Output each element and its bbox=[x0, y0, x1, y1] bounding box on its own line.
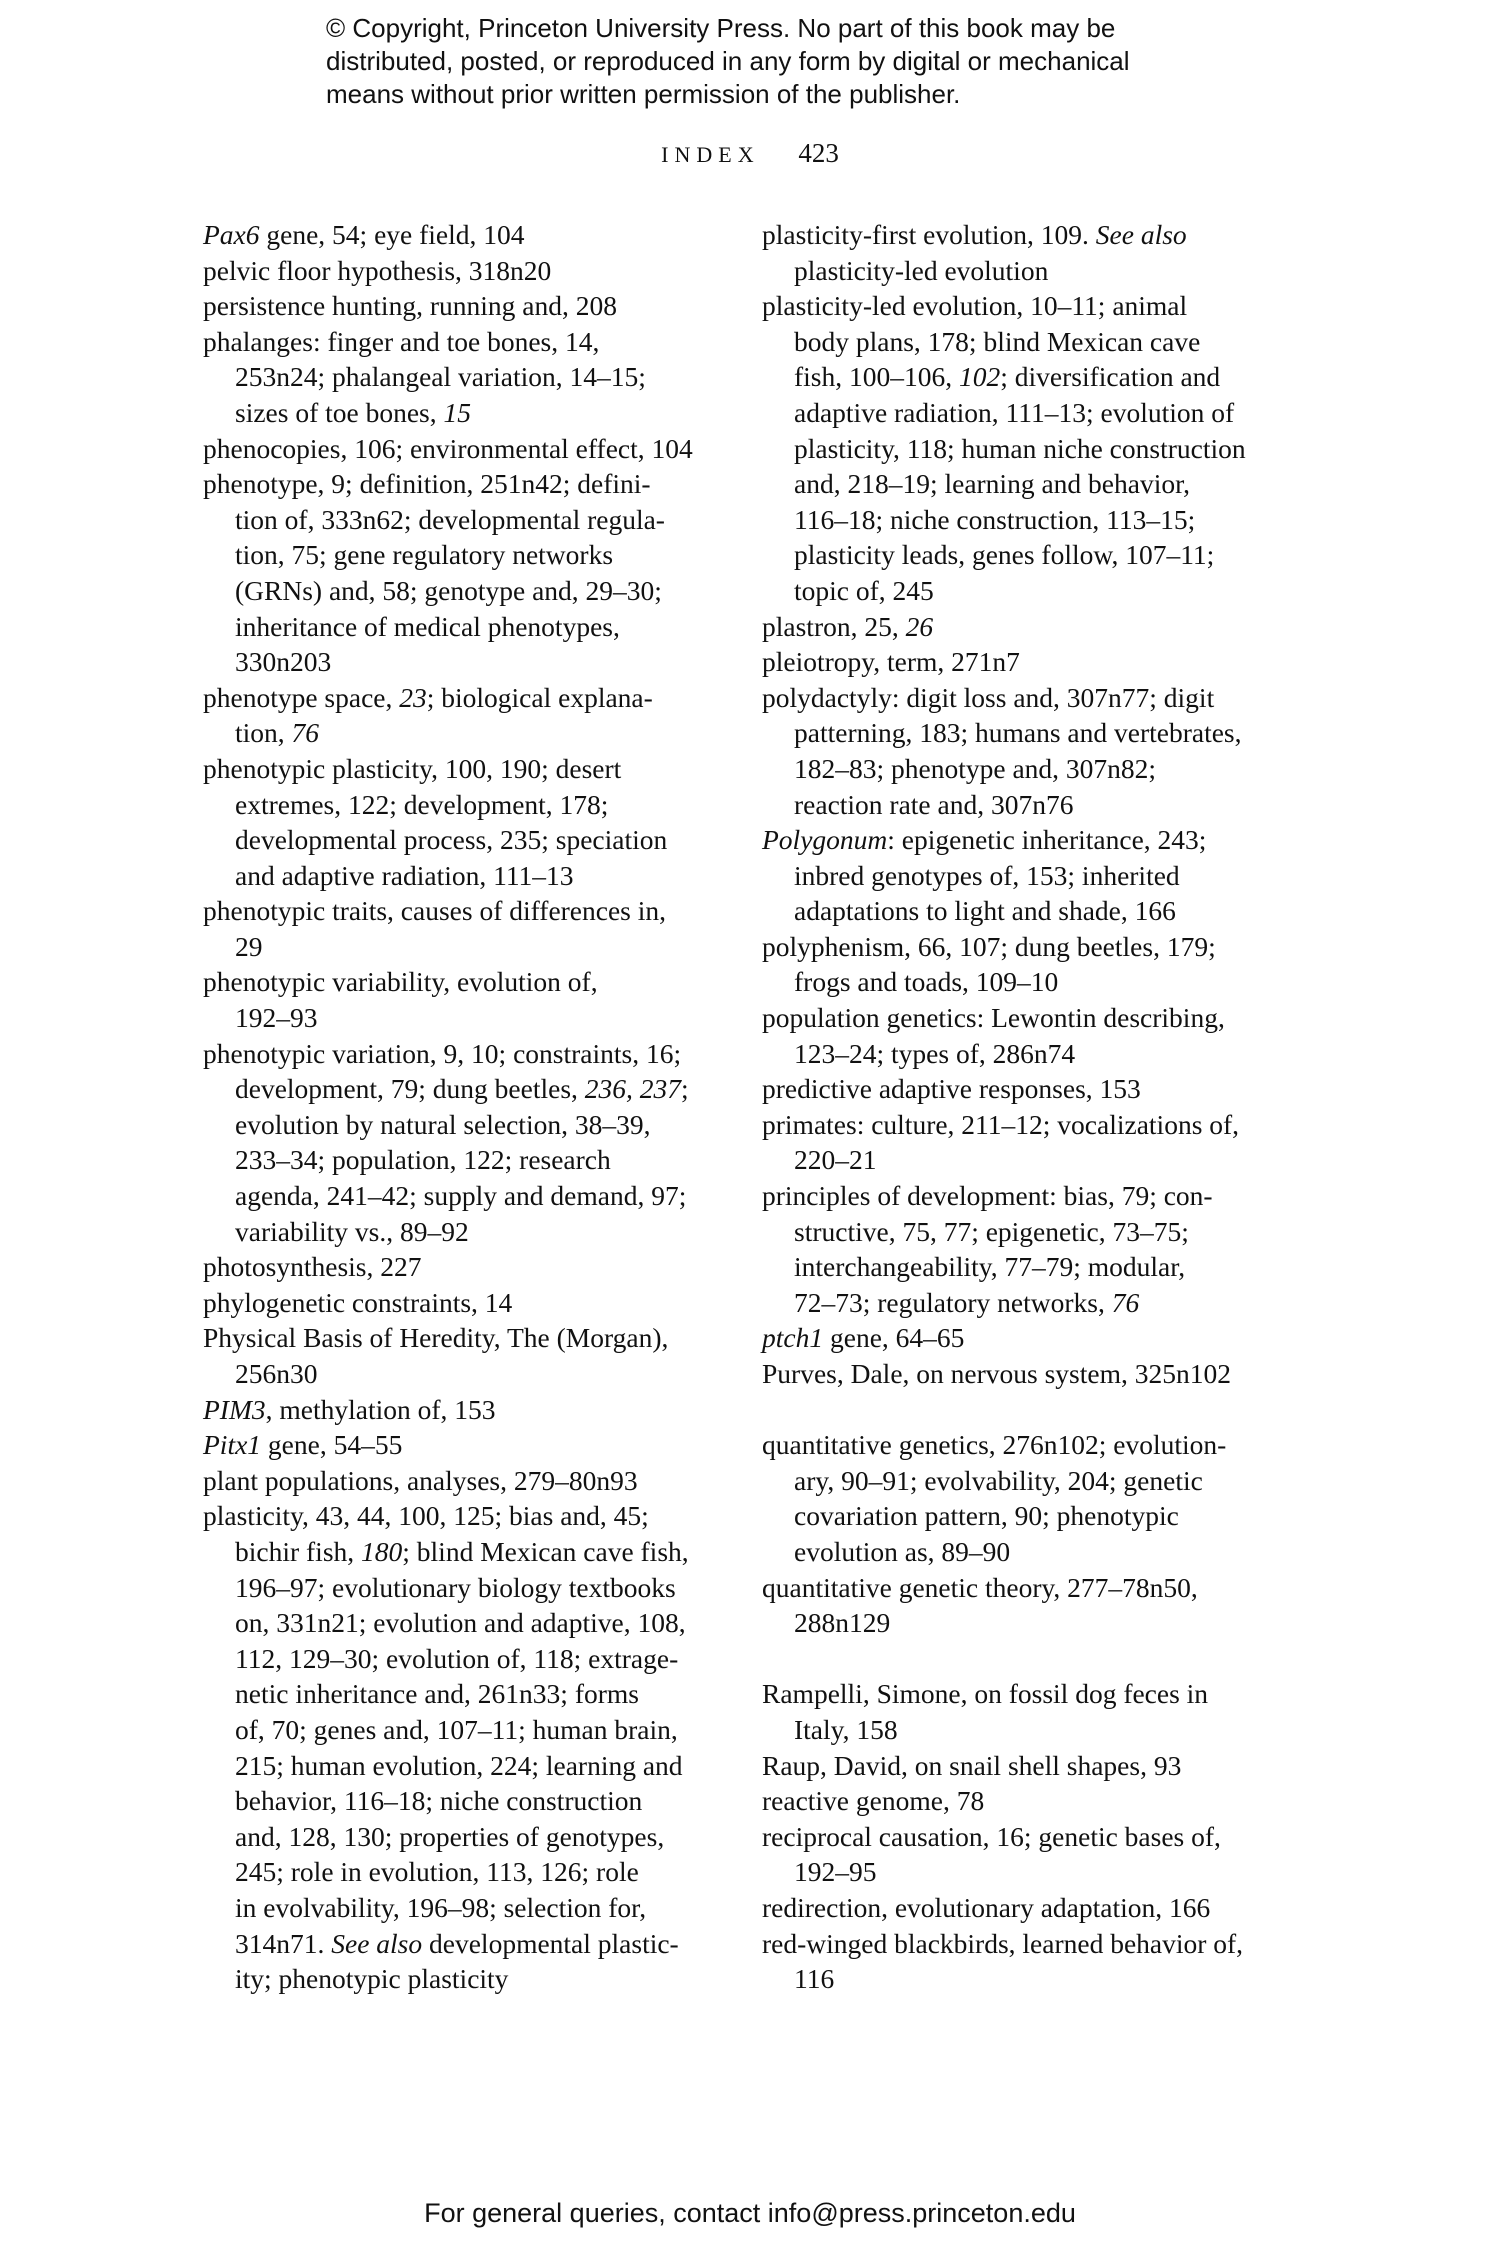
index-entry-line: plasticity-first evolution, 109. See also bbox=[762, 219, 1187, 250]
index-entry-line: 215; human evolution, 224; learning and bbox=[235, 1749, 683, 1781]
index-entry-line: phenotypic variation, 9, 10; constraints, 16; bbox=[203, 1037, 682, 1069]
index-entry-line: plant populations, analyses, 279–80n93 bbox=[203, 1464, 638, 1496]
index-entry-line: 182–83; phenotype and, 307n82; bbox=[794, 752, 1157, 784]
copyright-line: distributed, posted, or reproduced in any form by digital or mechanical bbox=[326, 46, 1130, 76]
index-entry-line: variability vs., 89–92 bbox=[235, 1215, 469, 1247]
index-entry bbox=[762, 680, 1292, 822]
index-entry-line: Polygonum: epigenetic inheritance, 243; bbox=[762, 824, 1207, 856]
index-entry bbox=[203, 964, 723, 1035]
index-entry-line: polyphenism, 66, 107; dung beetles, 179; bbox=[762, 930, 1216, 962]
index-entry-line: pelvic floor hypothesis, 318n20 bbox=[203, 254, 552, 286]
index-entry-line: plastron, 25, 26 bbox=[762, 610, 934, 642]
index-entry bbox=[762, 1320, 1292, 1356]
index-entry-line: frogs and toads, 109–10 bbox=[794, 966, 1059, 998]
index-entry-line: patterning, 183; humans and vertebrates, bbox=[794, 717, 1242, 749]
index-entry-line: reaction rate and, 307n76 bbox=[794, 788, 1074, 820]
index-entry-line: predictive adaptive responses, 153 bbox=[762, 1073, 1141, 1105]
index-entry-line: Purves, Dale, on nervous system, 325n102 bbox=[762, 1358, 1231, 1389]
index-entry-line: reciprocal causation, 16; genetic bases of, bbox=[762, 1820, 1221, 1852]
index-entry bbox=[762, 1890, 1292, 1926]
index-entry bbox=[203, 466, 723, 680]
index-entry-line: topic of, 245 bbox=[794, 574, 934, 606]
index-entry-line: development, 79; dung beetles, 236, 237; bbox=[235, 1073, 689, 1105]
index-entry-line: bichir fish, 180; blind Mexican cave fish, bbox=[235, 1535, 689, 1567]
index-entry-line: population genetics: Lewontin describing, bbox=[762, 1002, 1225, 1034]
index-entry-line: phalanges: finger and toe bones, 14, bbox=[203, 325, 600, 357]
index-entry-line: fish, 100–106, 102; diversification and bbox=[794, 361, 1221, 393]
index-entry bbox=[762, 1819, 1292, 1890]
index-entry bbox=[203, 1249, 723, 1285]
index-entry-line: on, 331n21; evolution and adaptive, 108, bbox=[235, 1607, 686, 1639]
index-entry-line: ity; phenotypic plasticity bbox=[235, 1963, 509, 1995]
index-entry-line: Italy, 158 bbox=[794, 1713, 898, 1745]
index-entry bbox=[762, 644, 1292, 680]
index-entry-line: inheritance of medical phenotypes, bbox=[235, 610, 620, 642]
index-entry bbox=[203, 680, 723, 751]
index-entry-line: phylogenetic constraints, 14 bbox=[203, 1286, 513, 1318]
copyright-line: means without prior written permission of the publisher. bbox=[326, 79, 961, 109]
index-entry-line: phenotypic traits, causes of differences in, bbox=[203, 895, 667, 927]
index-entry bbox=[203, 431, 723, 467]
index-entry-line: phenotypic plasticity, 100, 190; desert bbox=[203, 752, 622, 784]
index-entry-line: 233–34; population, 122; research bbox=[235, 1144, 611, 1176]
index-entry-line: primates: culture, 211–12; vocalizations of, bbox=[762, 1108, 1240, 1140]
index-entry-line: Raup, David, on snail shell shapes, 93 bbox=[762, 1749, 1182, 1781]
index-entry-line: phenotypic variability, evolution of, bbox=[203, 966, 598, 998]
index-entry-line: 330n203 bbox=[235, 646, 332, 678]
index-entry-line: 192–93 bbox=[235, 1002, 318, 1034]
index-entry bbox=[203, 1498, 723, 1996]
index-entry-line: tion of, 333n62; developmental regula- bbox=[235, 503, 665, 535]
index-entry-line: 123–24; types of, 286n74 bbox=[794, 1037, 1076, 1069]
index-entry bbox=[203, 1036, 723, 1250]
index-entry bbox=[762, 1356, 1292, 1392]
index-entry-line: 314n71. See also developmental plastic- bbox=[235, 1927, 679, 1959]
index-entry-line: (GRNs) and, 58; genotype and, 29–30; bbox=[235, 574, 662, 606]
index-entry bbox=[762, 1926, 1292, 1997]
index-entry-line: ary, 90–91; evolvability, 204; genetic bbox=[794, 1464, 1203, 1496]
index-entry-line: Rampelli, Simone, on fossil dog feces in bbox=[762, 1678, 1209, 1710]
index-entry-line: 116–18; niche construction, 113–15; bbox=[794, 503, 1196, 535]
index-entry-line: body plans, 178; blind Mexican cave bbox=[794, 325, 1201, 357]
index-entry bbox=[762, 1570, 1292, 1641]
index-entry bbox=[762, 1178, 1292, 1320]
index-entry-line: and, 128, 130; properties of genotypes, bbox=[235, 1820, 665, 1852]
index-entry-line: agenda, 241–42; supply and demand, 97; bbox=[235, 1180, 687, 1212]
index-letter-gap bbox=[762, 1641, 1292, 1677]
index-entry-line: 192–95 bbox=[794, 1856, 877, 1888]
copyright-line: © Copyright, Princeton University Press. No part of this book may be bbox=[326, 13, 1116, 43]
index-entry bbox=[203, 1320, 723, 1391]
index-entry-line: and, 218–19; learning and behavior, bbox=[794, 468, 1191, 500]
index-entry-line: phenotype, 9; definition, 251n42; defini- bbox=[203, 468, 651, 500]
index-entry-line: of, 70; genes and, 107–11; human brain, bbox=[235, 1713, 678, 1745]
page-number: 423 bbox=[798, 138, 839, 168]
index-entry-line: plasticity-led evolution, 10–11; animal bbox=[762, 290, 1188, 322]
index-entry-line: quantitative genetic theory, 277–78n50, bbox=[762, 1571, 1198, 1603]
index-entry bbox=[203, 893, 723, 964]
index-entry-line: 256n30 bbox=[235, 1358, 318, 1389]
index-entry-line: reactive genome, 78 bbox=[762, 1785, 985, 1817]
index-entry bbox=[762, 1107, 1292, 1178]
index-entry-line: tion, 75; gene regulatory networks bbox=[235, 539, 614, 571]
index-entry-line: tion, 76 bbox=[235, 717, 320, 749]
index-entry-line: evolution by natural selection, 38–39, bbox=[235, 1108, 651, 1140]
index-entry bbox=[203, 324, 723, 431]
index-entry-line: adaptations to light and shade, 166 bbox=[794, 895, 1176, 927]
index-entry-line: inbred genotypes of, 153; inherited bbox=[794, 859, 1180, 891]
index-entry bbox=[762, 1427, 1292, 1569]
index-entry-line: polydactyly: digit loss and, 307n77; digit bbox=[762, 681, 1215, 713]
index-entry-line: 116 bbox=[794, 1963, 835, 1995]
copyright-notice bbox=[326, 12, 1226, 111]
index-entry-line: quantitative genetics, 276n102; evolution- bbox=[762, 1429, 1227, 1461]
index-entry bbox=[762, 822, 1292, 929]
index-entry-line: 196–97; evolutionary biology textbooks bbox=[235, 1571, 676, 1603]
index-entry-line: 288n129 bbox=[794, 1607, 891, 1639]
index-entry-line: photosynthesis, 227 bbox=[203, 1251, 422, 1283]
index-entry-line: developmental process, 235; speciation bbox=[235, 824, 668, 856]
index-entry bbox=[203, 1463, 723, 1499]
index-entry-line: 72–73; regulatory networks, 76 bbox=[794, 1286, 1140, 1318]
index-entry-line: adaptive radiation, 111–13; evolution of bbox=[794, 396, 1235, 428]
index-entry-line: 112, 129–30; evolution of, 118; extrage- bbox=[235, 1642, 679, 1674]
index-entry-line: evolution as, 89–90 bbox=[794, 1535, 1011, 1567]
index-entry bbox=[762, 217, 1292, 288]
index-entry-line: sizes of toe bones, 15 bbox=[235, 396, 471, 428]
index-entry bbox=[203, 1392, 723, 1428]
index-entry-line: phenotype space, 23; biological explana- bbox=[203, 681, 653, 713]
index-entry-line: 220–21 bbox=[794, 1144, 877, 1176]
index-entry-line: principles of development: bias, 79; con- bbox=[762, 1180, 1213, 1212]
index-entry-line: 253n24; phalangeal variation, 14–15; bbox=[235, 361, 646, 393]
index-entry-line: Pitx1 gene, 54–55 bbox=[203, 1429, 403, 1461]
index-entry-line: phenocopies, 106; environmental effect, 104 bbox=[203, 432, 693, 464]
index-entry bbox=[203, 1427, 723, 1463]
index-entry bbox=[203, 288, 723, 324]
index-column-left bbox=[203, 217, 723, 1997]
index-entry-line: covariation pattern, 90; phenotypic bbox=[794, 1500, 1179, 1532]
index-entry-line: extremes, 122; development, 178; bbox=[235, 788, 609, 820]
index-entry-line: 29 bbox=[235, 930, 263, 962]
index-entry bbox=[203, 751, 723, 893]
index-entry bbox=[762, 1748, 1292, 1784]
index-entry-line: persistence hunting, running and, 208 bbox=[203, 290, 617, 322]
index-entry-line: plasticity leads, genes follow, 107–11; bbox=[794, 539, 1215, 571]
index-entry-line: Physical Basis of Heredity, The (Morgan), bbox=[203, 1322, 669, 1354]
index-entry bbox=[762, 929, 1292, 1000]
index-entry bbox=[203, 1285, 723, 1321]
index-entry-line: netic inheritance and, 261n33; forms bbox=[235, 1678, 639, 1710]
footer-contact: For general queries, contact info@press.princeton.edu bbox=[424, 2198, 1076, 2228]
index-letter-gap bbox=[762, 1392, 1292, 1428]
index-entry-line: Pax6 gene, 54; eye field, 104 bbox=[203, 219, 525, 250]
index-entry bbox=[762, 1783, 1292, 1819]
index-entry bbox=[762, 1000, 1292, 1071]
index-column-right bbox=[762, 217, 1292, 1997]
index-entry-line: ptch1 gene, 64–65 bbox=[762, 1322, 965, 1354]
index-entry-line: interchangeability, 77–79; modular, bbox=[794, 1251, 1186, 1283]
index-entry-line: pleiotropy, term, 271n7 bbox=[762, 646, 1020, 678]
index-entry bbox=[762, 288, 1292, 608]
index-entry-line: PIM3, methylation of, 153 bbox=[203, 1393, 496, 1425]
index-entry-line: behavior, 116–18; niche construction bbox=[235, 1785, 643, 1817]
index-entry bbox=[762, 1071, 1292, 1107]
running-head-label: INDEX bbox=[661, 142, 760, 167]
index-entry bbox=[762, 1676, 1292, 1747]
index-entry bbox=[203, 253, 723, 289]
index-entry-line: 245; role in evolution, 113, 126; role bbox=[235, 1856, 639, 1888]
index-entry-line: redirection, evolutionary adaptation, 166 bbox=[762, 1891, 1211, 1923]
index-entry bbox=[762, 609, 1292, 645]
running-head bbox=[0, 138, 1500, 169]
index-entry-line: plasticity, 43, 44, 100, 125; bias and, 45; bbox=[203, 1500, 649, 1532]
index-entry bbox=[203, 217, 723, 253]
index-entry-line: red-winged blackbirds, learned behavior of, bbox=[762, 1927, 1244, 1959]
index-entry-line: plasticity-led evolution bbox=[794, 254, 1049, 286]
index-entry-line: structive, 75, 77; epigenetic, 73–75; bbox=[794, 1215, 1189, 1247]
index-entry-line: and adaptive radiation, 111–13 bbox=[235, 859, 574, 891]
index-entry-line: in evolvability, 196–98; selection for, bbox=[235, 1891, 647, 1923]
index-entry-line: plasticity, 118; human niche construction bbox=[794, 432, 1246, 464]
